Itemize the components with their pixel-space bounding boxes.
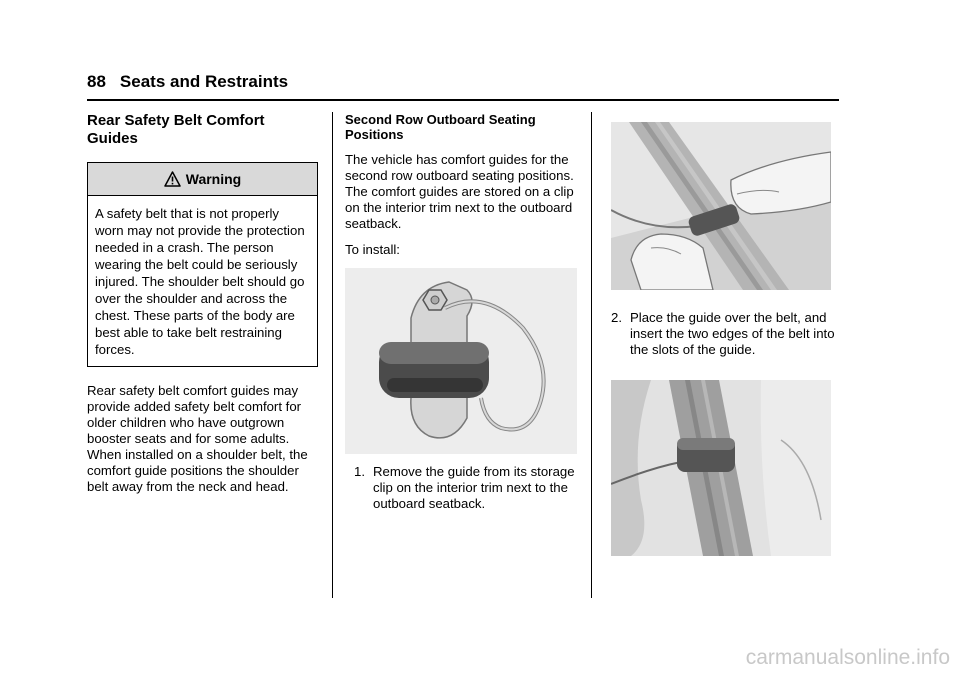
- section-heading: Rear Safety Belt Comfort Guides: [87, 112, 265, 147]
- step-2-number: 2.: [611, 310, 622, 325]
- column-2: [345, 112, 577, 258]
- warning-title: Warning: [185, 171, 242, 187]
- step-1-text: Remove the guide from its storage clip on the interior trim next to the outboard seatback.: [373, 464, 575, 511]
- figure-placing-guide: [611, 122, 831, 290]
- subheading: Second Row Outboard Seating Positions: [345, 112, 536, 142]
- column-1: [87, 112, 318, 495]
- guide-paragraph: The vehicle has comfort guides for the second row outboard seating positions. The comfort guides are stored on a clip on the interior trim next to the outboard seatback.: [345, 152, 574, 231]
- step-1-number: 1.: [354, 464, 365, 479]
- warning-triangle-icon: [164, 171, 181, 187]
- warning-box: [87, 162, 318, 367]
- intro-paragraph: Rear safety belt comfort guides may provide added safety belt comfort for older children who have outgrown booster seats and for some adults. When installed on a shoulder belt, the comfort guide positions the shoulder belt away from the neck and head.: [87, 383, 308, 494]
- column-divider-2: [591, 112, 592, 598]
- figure-guide-installed: [611, 380, 831, 556]
- warning-text: A safety belt that is not properly worn may not provide the protection needed in a crash. The person wearing the belt could be seriously injured. The shoulder belt should go over the shoulder and across the chest. These parts of the body are best able to take belt restraining forces.: [95, 206, 305, 357]
- to-install-label: To install:: [345, 242, 400, 257]
- warning-header: [88, 163, 317, 196]
- step-2-text: Place the guide over the belt, and insert the two edges of the belt into the slots of the guide.: [630, 310, 835, 357]
- step-1: [354, 464, 577, 512]
- page-number: 88: [87, 72, 106, 91]
- section-title: Seats and Restraints: [119, 72, 289, 91]
- header-rule: [87, 99, 839, 101]
- column-divider-1: [332, 112, 333, 598]
- page-header: [87, 72, 288, 92]
- figure-comfort-guide-on-clip: [345, 268, 577, 454]
- watermark-text: carmanualsonline.info: [745, 646, 950, 669]
- step-2: [611, 310, 837, 358]
